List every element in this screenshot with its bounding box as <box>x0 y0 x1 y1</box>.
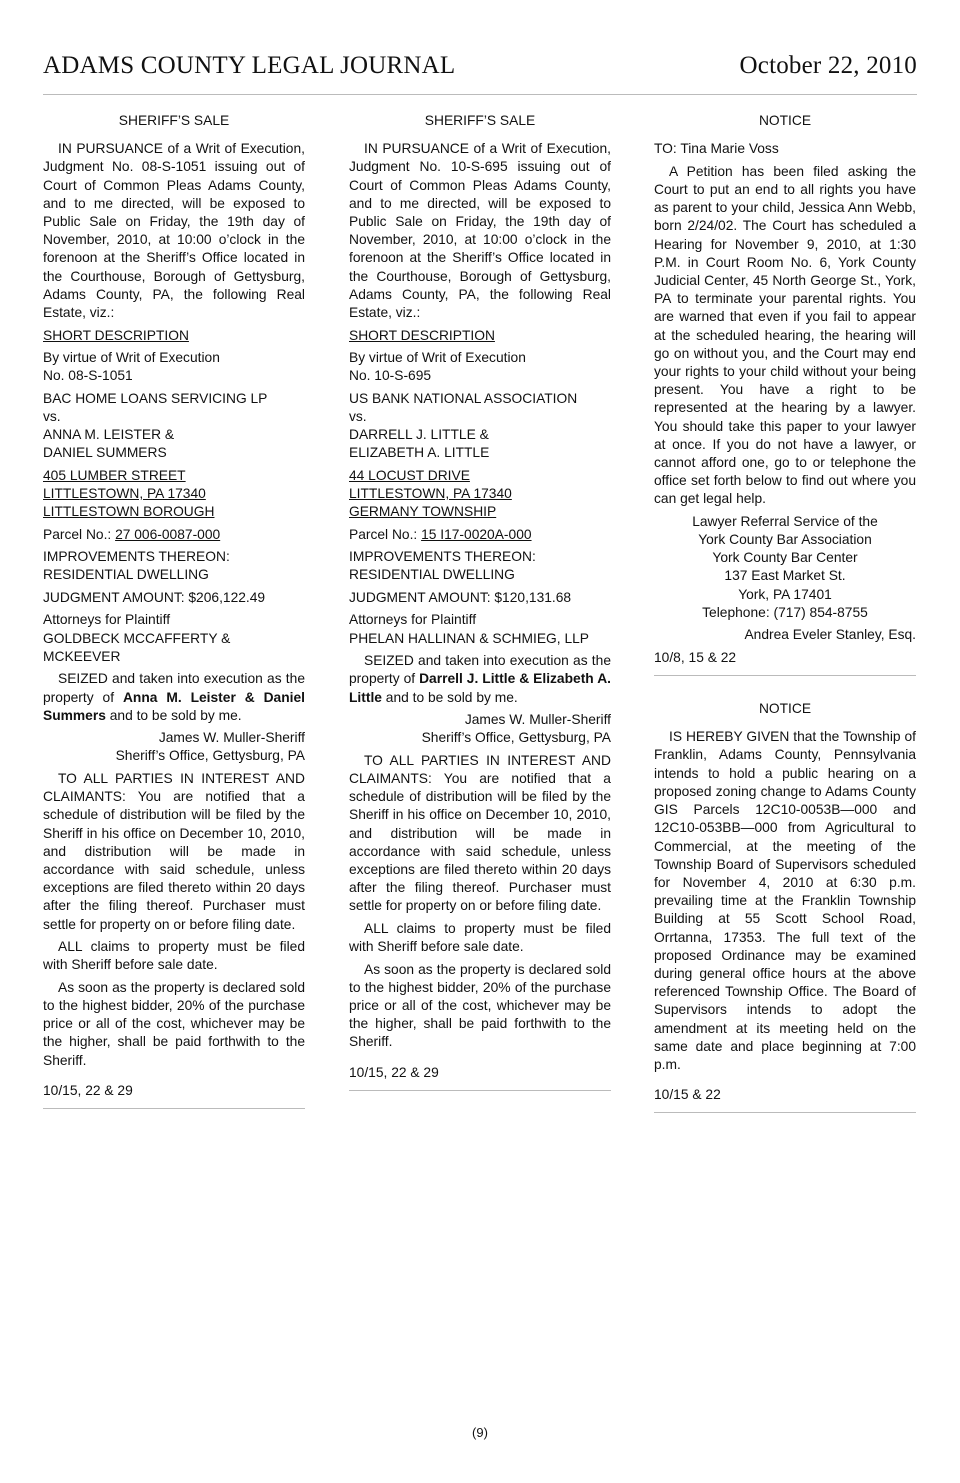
issue-date: October 22, 2010 <box>739 52 917 79</box>
writ-block <box>43 349 305 385</box>
referral-line-5: York, PA 17401 <box>738 586 832 602</box>
parcel-number: 27 006-0087-000 <box>115 526 221 542</box>
attorneys-name-1: GOLDBECK MCCAFFERTY & <box>43 630 231 646</box>
seized-paragraph <box>349 652 611 707</box>
defendant-line-1: ANNA M. LEISTER & <box>43 427 175 443</box>
notice-heading: NOTICE <box>758 701 812 717</box>
referral-phone: Telephone: (717) 854-8755 <box>702 604 868 620</box>
owner-names: Anna M. Leister & Daniel Summers <box>43 689 305 723</box>
divider <box>349 1090 611 1091</box>
parcel-label: Parcel No.: <box>349 526 422 542</box>
improvements-value: RESIDENTIAL DWELLING <box>349 567 515 583</box>
attorneys-block <box>349 611 611 647</box>
publication-dates: 10/8, 15 & 22 <box>654 649 737 665</box>
address-line-2: LITTLESTOWN, PA 17340 <box>349 486 512 502</box>
versus: vs. <box>349 408 367 424</box>
divider <box>43 1108 305 1109</box>
writ-line: By virtue of Writ of Execution <box>349 350 526 366</box>
seized-paragraph <box>43 670 305 725</box>
notice-heading: SHERIFF’S SALE <box>118 113 230 128</box>
intro-paragraph: IN PURSUANCE of a Writ of Execution, Judgment No. 10-S-695 issuing out of Court of Common Pleas Adams County, and to me directed, will be exposed to Public Sale on Friday, the 19th day of November, 2010, at 10:00 o’clock in the forenoon at the Sheriff’s Office located in the Courthouse, Borough of Gettysburg, Adams County, PA, the following Real Estate, viz.: <box>349 141 611 321</box>
address-line-3: LITTLESTOWN BOROUGH <box>43 504 215 520</box>
seized-text: SEIZED and taken into execution as the property of <box>43 671 305 705</box>
publication-dates: 10/15 & 22 <box>654 1087 721 1103</box>
sheriff-name: James W. Muller-Sheriff <box>158 730 305 746</box>
sheriff-signature <box>349 711 611 747</box>
plaintiff-name: US BANK NATIONAL ASSOCIATION <box>349 390 578 406</box>
notice-heading: NOTICE <box>758 113 812 128</box>
property-address <box>43 467 305 522</box>
writ-block <box>349 349 611 385</box>
writ-number: No. 10-S-695 <box>349 368 432 384</box>
claimants-paragraph: TO ALL PARTIES IN INTEREST AND CLAIMANTS: You are notified that a schedule of distribution will be filed by the Sheriff in his office on December 10, 2010, and distribution will be made in accordance with said schedule, unless exceptions are filed thereto within 20 days after the filing thereof. Purchaser must settle for property on or before filing date. <box>349 752 611 914</box>
column-sheriff-sale-2 <box>349 112 611 1115</box>
parties-block <box>349 390 611 463</box>
plaintiff-name: BAC HOME LOANS SERVICING LP <box>43 390 268 406</box>
claimants-paragraph: TO ALL PARTIES IN INTEREST AND CLAIMANTS: You are notified that a schedule of distribution will be filed by the Sheriff in his office on December 10, 2010, and distribution will be made in accordance with said schedule, unless exceptions are filed thereto within 20 days after the filing thereof. Purchaser must settle for property on or before filing date. <box>43 770 305 932</box>
masthead <box>43 50 917 95</box>
divider <box>654 675 916 676</box>
owner-names: Darrell J. Little & Elizabeth A. Little <box>349 671 611 705</box>
notice-addressee: TO: Tina Marie Voss <box>654 141 779 157</box>
sheriff-name: James W. Muller-Sheriff <box>464 712 611 728</box>
short-description-label: SHORT DESCRIPTION <box>43 327 189 343</box>
intro-paragraph: IN PURSUANCE of a Writ of Execution, Judgment No. 08-S-1051 issuing out of Court of Common Pleas Adams County, and to me directed, will be exposed to Public Sale on Friday, the 19th day of November, 2010, at 10:00 o’clock in the forenoon at the Sheriff’s Office located in the Courthouse, Borough of Gettysburg, Adams County, PA, the following Real Estate, viz.: <box>43 141 305 321</box>
attorney-signature: Andrea Eveler Stanley, Esq. <box>744 627 916 643</box>
address-line-3: GERMANY TOWNSHIP <box>349 504 497 520</box>
petition-paragraph: A Petition has been filed asking the Court to put an end to all rights you have as parent to your child, Jessica Ann Webb, born 2/24/02. The Court has scheduled a Hearing for November 9, 2010, at 1:30 P.M. in Court Room No. 6, York County Judicial Center, 45 North George St., York, PA to terminate your parental rights. You are warned that even if you fail to appear at the scheduled hearing, the hearing will go on without you, and the Court may end your rights to your child without your being present. You have a right to be represented at the hearing by a lawyer. You should take this paper to your lawyer at once. If you do not have a lawyer, or cannot afford one, go to or telephone the office set forth below to find out where you can get legal help. <box>654 163 916 507</box>
property-address <box>349 467 611 522</box>
seized-text-end: and to be sold by me. <box>105 707 242 723</box>
judgment-amount: JUDGMENT AMOUNT: $206,122.49 <box>43 589 266 605</box>
journal-title: ADAMS COUNTY LEGAL JOURNAL <box>43 52 456 79</box>
column-notices <box>654 112 916 1137</box>
column-sheriff-sale-1 <box>43 112 305 1133</box>
address-line-1: 44 LOCUST DRIVE <box>349 467 470 483</box>
page-number: (9) <box>472 1425 488 1440</box>
seized-text: SEIZED and taken into execution as the property of <box>349 653 611 687</box>
defendant-line-2: ELIZABETH A. LITTLE <box>349 445 490 461</box>
claims-paragraph: ALL claims to property must be filed with Sheriff before sale date. <box>43 939 305 973</box>
attorneys-label: Attorneys for Plaintiff <box>349 612 477 628</box>
attorneys-name-1: PHELAN HALLINAN & SCHMIEG, LLP <box>349 630 589 646</box>
notice-heading: SHERIFF’S SALE <box>424 113 536 128</box>
defendant-line-2: DANIEL SUMMERS <box>43 445 167 461</box>
address-line-2: LITTLESTOWN, PA 17340 <box>43 486 206 502</box>
publication-dates: 10/15, 22 & 29 <box>349 1064 439 1080</box>
sheriff-office: Sheriff’s Office, Gettysburg, PA <box>421 730 611 746</box>
improvements-block <box>349 548 611 584</box>
parcel-number: 15 I17-0020A-000 <box>421 526 532 542</box>
referral-line-4: 137 East Market St. <box>724 568 846 584</box>
judgment-amount: JUDGMENT AMOUNT: $120,131.68 <box>349 589 572 605</box>
referral-line-2: York County Bar Association <box>698 532 872 548</box>
writ-line: By virtue of Writ of Execution <box>43 350 220 366</box>
improvements-value: RESIDENTIAL DWELLING <box>43 567 209 583</box>
lawyer-referral-block <box>654 513 916 622</box>
defendant-line-1: DARRELL J. LITTLE & <box>349 427 489 443</box>
declared-paragraph: As soon as the property is declared sold to the highest bidder, 20% of the purchase price or all of the cost, whichever may be the higher, shall be paid forthwith to the Sheriff. <box>43 979 305 1068</box>
attorneys-block <box>43 611 305 666</box>
writ-number: No. 08-S-1051 <box>43 368 133 384</box>
publication-dates: 10/15, 22 & 29 <box>43 1082 133 1098</box>
referral-line-1: Lawyer Referral Service of the <box>692 513 878 529</box>
versus: vs. <box>43 408 61 424</box>
divider <box>654 1112 916 1113</box>
short-description-label: SHORT DESCRIPTION <box>349 327 495 343</box>
improvements-block <box>43 548 305 584</box>
sheriff-signature <box>43 729 305 765</box>
attorneys-label: Attorneys for Plaintiff <box>43 612 171 628</box>
attorneys-name-2: MCKEEVER <box>43 648 121 664</box>
improvements-label: IMPROVEMENTS THEREON: <box>349 549 536 565</box>
parcel-label: Parcel No.: <box>43 526 116 542</box>
parcel-line <box>43 526 305 544</box>
parcel-line <box>349 526 611 544</box>
improvements-label: IMPROVEMENTS THEREON: <box>43 549 230 565</box>
sheriff-office: Sheriff’s Office, Gettysburg, PA <box>115 748 305 764</box>
address-line-1: 405 LUMBER STREET <box>43 467 186 483</box>
declared-paragraph: As soon as the property is declared sold to the highest bidder, 20% of the purchase price or all of the cost, whichever may be the higher, shall be paid forthwith to the Sheriff. <box>349 961 611 1050</box>
seized-text-end: and to be sold by me. <box>381 689 518 705</box>
parties-block <box>43 390 305 463</box>
zoning-paragraph: IS HEREBY GIVEN that the Township of Franklin, Adams County, Pennsylvania intends to hold a public hearing on a proposed zoning change to Adams County GIS Parcels 12C10-0053B—000 and 12C10-053BB—000 from Agricultural to Commercial, at the meeting of the Township Board of Supervisors scheduled for November 4, 2010 at 6:30 p.m. prevailing time at the Franklin Township Building at 55 Scott School Road, Orrtanna, 17353. The full text of the proposed Ordinance may be examined during general office hours at the above referenced Township Office. The Board of Supervisors intends to adopt the amendment at its meeting held on the same date and place beginning at 7:00 p.m. <box>654 729 916 1072</box>
referral-line-3: York County Bar Center <box>712 550 858 566</box>
claims-paragraph: ALL claims to property must be filed with Sheriff before sale date. <box>349 920 611 955</box>
